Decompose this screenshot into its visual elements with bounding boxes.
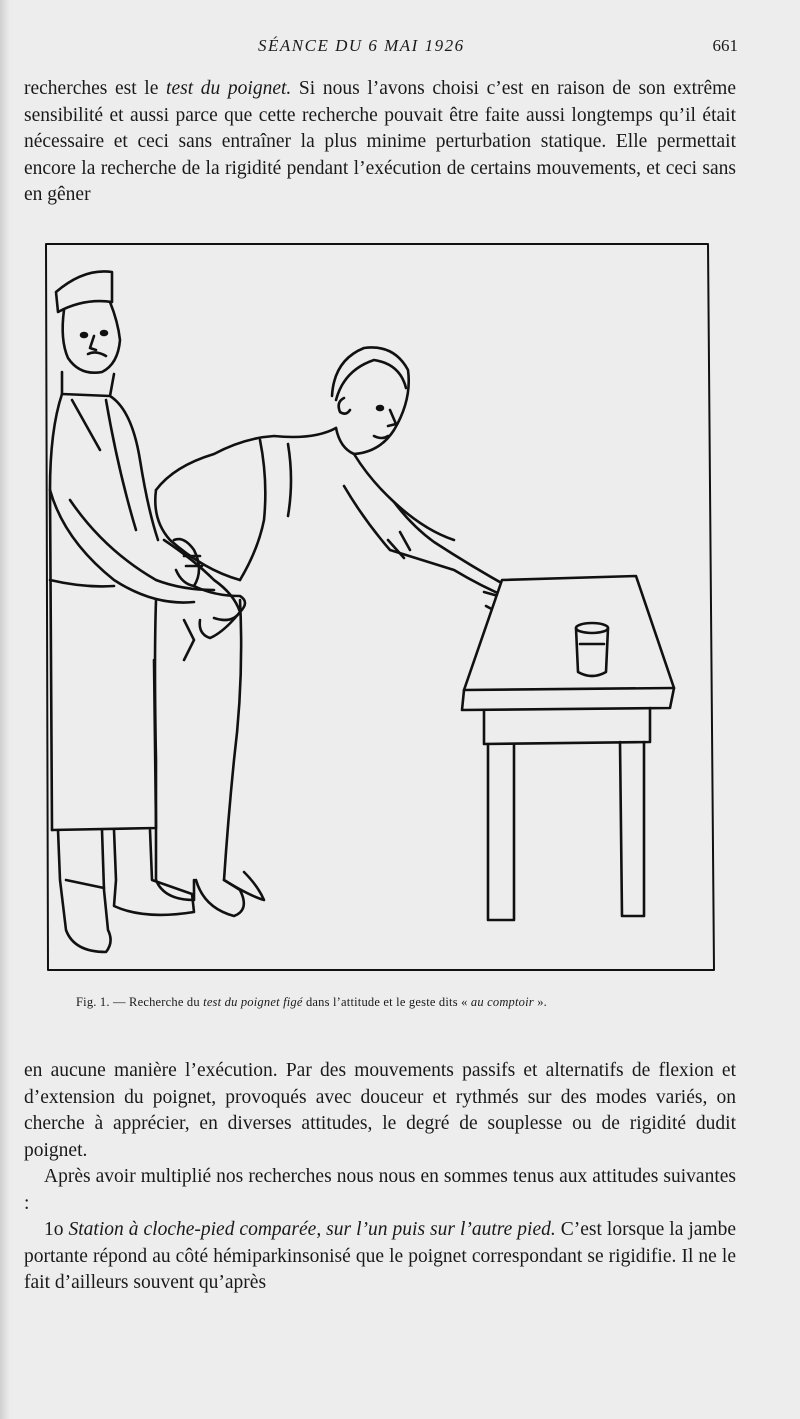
paragraph-top-text-1: recherches est le	[24, 78, 167, 99]
page-number: 661	[712, 36, 738, 55]
list-number: 1o	[44, 1219, 64, 1240]
caption-italic-term: test du poignet figé	[203, 995, 303, 1009]
page-edge-shadow	[0, 0, 10, 1419]
paragraph-continue: en aucune manière l’exécution. Par des mouvements passifs et alternatifs de flexion et d’extension du poignet, provoqués avec douceur et rythmés sur des modes variés, on cherche à apprécier, en diverses attitudes, le degré de souplesse ou de rigidité dudit poignet.	[24, 1060, 736, 1161]
caption-prefix: Fig. 1. — Recherche du	[76, 995, 204, 1009]
list-text: C’est lorsque la jambe portante répond au côté hémiparkinsonisé que le poignet correspondant se rigidifie. Il ne le fait d’ailleurs souvent qu’après	[24, 1219, 737, 1293]
running-title: SÉANCE DU 6 MAI 1926	[258, 36, 465, 55]
paragraph-top	[24, 76, 736, 209]
body-text-bottom	[24, 1058, 736, 1297]
caption-mid: dans l’attitude et le geste dits «	[302, 995, 471, 1009]
list-italic-1: Station à cloche-pied comparée, sur	[68, 1219, 352, 1240]
paragraph-list-item	[24, 1217, 736, 1297]
paragraph-top-text-2: Si nous l’avons choisi c’est en raison de son extrême sensibilité et aussi parce que cette recherche pouvait être faite aussi longtemps qu’il était nécessaire et ceci sans entraîner la plus minime perturbation statique. Elle permettait encore la recherche de la rigidité pendant l’exécution de certains mouvements, et ceci sans en gêner	[24, 78, 736, 205]
caption-italic-term-2: au comptoir	[470, 995, 534, 1009]
paragraph-top-italic: test du poignet.	[166, 78, 292, 99]
running-head	[0, 36, 800, 62]
caption-suffix: ».	[533, 995, 547, 1009]
table	[462, 576, 674, 920]
doctor-figure	[50, 271, 214, 952]
figure-caption	[76, 995, 756, 1010]
figure-illustration	[44, 240, 718, 974]
paragraph-after: Après avoir multiplié nos recherches nous nous en sommes tenus aux attitudes suivantes :	[24, 1166, 736, 1214]
list-italic-2: l’un puis sur l’autre pied.	[356, 1219, 556, 1240]
